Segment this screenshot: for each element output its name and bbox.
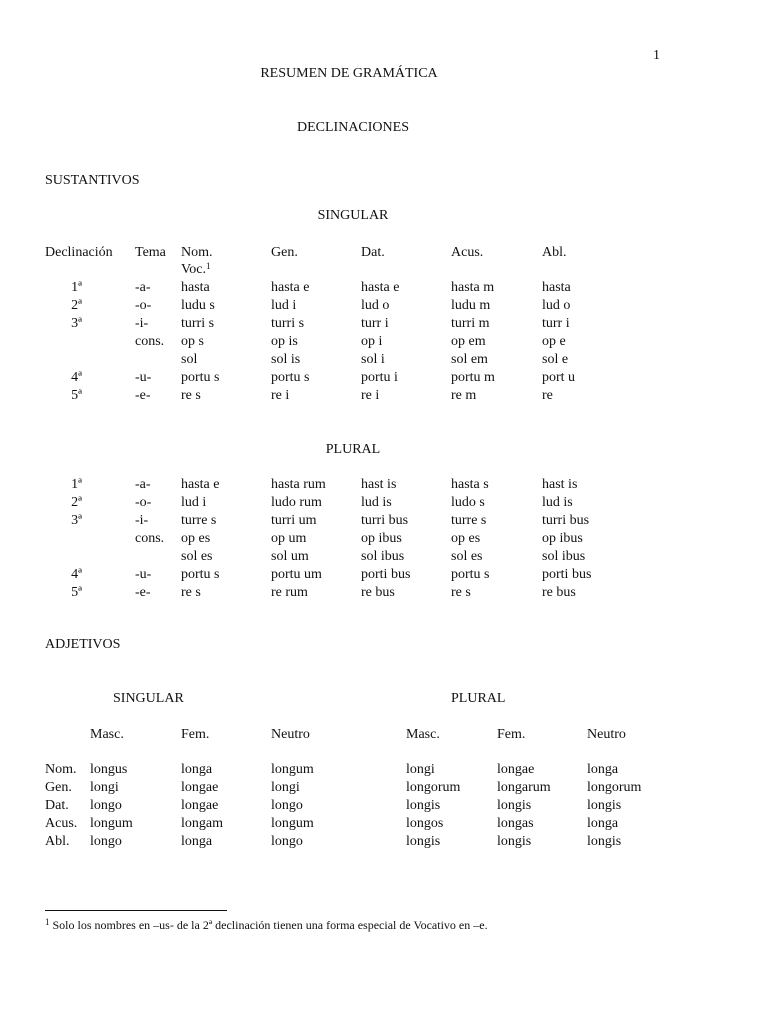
pl-ablative-cell: re bus (542, 585, 576, 600)
sg-nominative-cell: portu s (181, 370, 220, 385)
pl-ablative-cell: lud is (542, 495, 573, 510)
pl-declension-cell: 2ª (71, 495, 82, 510)
adj-case-label: Dat. (45, 798, 69, 813)
footnote-marker: 1 (45, 917, 50, 927)
sg-stem-cell: -a- (135, 280, 151, 295)
adj-sg-cell: longo (271, 834, 303, 849)
pl-accusative-cell: turre s (451, 513, 487, 528)
footnote-ref: 1 (206, 261, 211, 271)
sg-ablative-cell: lud o (542, 298, 571, 313)
singular-heading: SINGULAR (317, 208, 389, 223)
pl-nominative-cell: op es (181, 531, 211, 546)
footnote-rule (45, 910, 227, 911)
adj-pl-cell: longarum (497, 780, 551, 795)
sg-nominative-cell: turri s (181, 316, 215, 331)
pl-nominative-cell: lud i (181, 495, 207, 510)
sg-stem-cell: -i- (135, 316, 149, 331)
sg-genitive-cell: turri s (271, 316, 305, 331)
pl-nominative-cell: sol es (181, 549, 213, 564)
adj-pl-cell: longis (406, 798, 441, 813)
pl-accusative-cell: sol es (451, 549, 483, 564)
adj-sg-cell: longam (181, 816, 223, 831)
pl-stem-cell: -i- (135, 513, 149, 528)
sg-ablative-cell: sol e (542, 352, 569, 367)
sg-dative-cell: op i (361, 334, 383, 349)
adj-case-label: Gen. (45, 780, 72, 795)
pl-genitive-cell: re rum (271, 585, 308, 600)
header-accusative: Acus. (451, 245, 484, 260)
adj-sg-cell: longae (181, 798, 219, 813)
adj-pl-cell: longae (497, 762, 535, 777)
pl-dative-cell: sol ibus (361, 549, 405, 564)
pl-accusative-cell: hasta s (451, 477, 489, 492)
header-declension: Declinación (45, 245, 113, 260)
adj-plural-heading: PLURAL (451, 691, 506, 706)
pl-dative-cell: turri bus (361, 513, 409, 528)
sg-nominative-cell: ludu s (181, 298, 215, 313)
adj-sg-cell: longi (90, 780, 119, 795)
page-subtitle: DECLINACIONES (297, 120, 409, 135)
pl-stem-cell: -o- (135, 495, 152, 510)
adj-pl-cell: longa (587, 816, 619, 831)
adj-singular-heading: SINGULAR (113, 691, 184, 706)
sg-ablative-cell: hasta (542, 280, 571, 295)
sg-ablative-cell: port u (542, 370, 576, 385)
pl-ablative-cell: op ibus (542, 531, 583, 546)
sg-accusative-cell: ludu m (451, 298, 491, 313)
header-dative: Dat. (361, 245, 385, 260)
sg-dative-cell: sol i (361, 352, 385, 367)
sg-stem-cell: cons. (135, 334, 165, 349)
adj-sg-gender-header: Masc. (90, 727, 124, 742)
sg-nominative-cell: op s (181, 334, 204, 349)
sg-declension-cell: 4ª (71, 370, 82, 385)
pl-accusative-cell: portu s (451, 567, 490, 582)
pl-nominative-cell: portu s (181, 567, 220, 582)
footnote (45, 917, 488, 934)
adj-sg-gender-header: Fem. (181, 727, 210, 742)
adj-pl-cell: longis (587, 798, 622, 813)
pl-accusative-cell: op es (451, 531, 481, 546)
pl-stem-cell: -a- (135, 477, 151, 492)
pl-nominative-cell: turre s (181, 513, 217, 528)
adj-pl-gender-header: Fem. (497, 727, 526, 742)
pl-genitive-cell: turri um (271, 513, 317, 528)
adj-sg-cell: longi (271, 780, 300, 795)
footnote-text: Solo los nombres en –us- de la 2ª declinación tienen una forma especial de Vocativo en –e. (52, 918, 488, 932)
adj-pl-gender-header: Neutro (587, 727, 626, 742)
pl-accusative-cell: ludo s (451, 495, 485, 510)
page-number: 1 (653, 48, 660, 63)
header-stem: Tema (135, 245, 166, 260)
sg-ablative-cell: re (542, 388, 553, 403)
sg-genitive-cell: sol is (271, 352, 301, 367)
sg-genitive-cell: hasta e (271, 280, 310, 295)
adj-sg-cell: longum (90, 816, 133, 831)
pl-dative-cell: hast is (361, 477, 397, 492)
sg-accusative-cell: portu m (451, 370, 495, 385)
adj-pl-cell: longas (497, 816, 534, 831)
sg-dative-cell: portu i (361, 370, 398, 385)
sg-stem-cell: -u- (135, 370, 152, 385)
sg-declension-cell: 1ª (71, 280, 82, 295)
adj-case-label: Nom. (45, 762, 77, 777)
pl-genitive-cell: portu um (271, 567, 322, 582)
adj-sg-cell: longum (271, 816, 314, 831)
sg-genitive-cell: op is (271, 334, 298, 349)
sg-genitive-cell: lud i (271, 298, 297, 313)
sg-declension-cell: 2ª (71, 298, 82, 313)
adj-pl-gender-header: Masc. (406, 727, 440, 742)
pl-genitive-cell: op um (271, 531, 307, 546)
nouns-heading: SUSTANTIVOS (45, 173, 140, 188)
adj-case-label: Abl. (45, 834, 70, 849)
page-title: RESUMEN DE GRAMÁTICA (260, 66, 438, 81)
pl-genitive-cell: hasta rum (271, 477, 326, 492)
sg-nominative-cell: sol (181, 352, 198, 367)
pl-ablative-cell: turri bus (542, 513, 590, 528)
header-genitive: Gen. (271, 245, 298, 260)
pl-dative-cell: porti bus (361, 567, 411, 582)
pl-dative-cell: lud is (361, 495, 392, 510)
pl-stem-cell: cons. (135, 531, 165, 546)
pl-dative-cell: re bus (361, 585, 395, 600)
pl-accusative-cell: re s (451, 585, 471, 600)
adj-sg-cell: longa (181, 834, 213, 849)
sg-dative-cell: turr i (361, 316, 389, 331)
adj-sg-cell: longus (90, 762, 128, 777)
adj-sg-cell: longae (181, 780, 219, 795)
pl-declension-cell: 3ª (71, 513, 82, 528)
sg-genitive-cell: re i (271, 388, 290, 403)
adj-case-label: Acus. (45, 816, 78, 831)
sg-accusative-cell: hasta m (451, 280, 495, 295)
adjectives-heading: ADJETIVOS (45, 637, 121, 652)
pl-nominative-cell: re s (181, 585, 201, 600)
sg-ablative-cell: turr i (542, 316, 570, 331)
pl-ablative-cell: porti bus (542, 567, 592, 582)
adj-pl-cell: longis (587, 834, 622, 849)
adj-sg-cell: longo (90, 798, 122, 813)
adj-pl-cell: longi (406, 762, 435, 777)
adj-pl-cell: longos (406, 816, 444, 831)
sg-genitive-cell: portu s (271, 370, 310, 385)
pl-dative-cell: op ibus (361, 531, 402, 546)
pl-declension-cell: 4ª (71, 567, 82, 582)
adj-pl-cell: longis (497, 798, 532, 813)
header-vocative-label: Voc. (181, 262, 207, 277)
header-vocative (181, 261, 211, 278)
sg-stem-cell: -e- (135, 388, 151, 403)
adj-sg-cell: longa (181, 762, 213, 777)
sg-declension-cell: 3ª (71, 316, 82, 331)
adj-pl-cell: longorum (587, 780, 642, 795)
pl-nominative-cell: hasta e (181, 477, 220, 492)
sg-dative-cell: re i (361, 388, 380, 403)
adj-pl-cell: longis (497, 834, 532, 849)
pl-ablative-cell: sol ibus (542, 549, 586, 564)
adj-sg-cell: longum (271, 762, 314, 777)
plural-heading: PLURAL (325, 442, 381, 457)
sg-accusative-cell: turri m (451, 316, 490, 331)
pl-declension-cell: 1ª (71, 477, 82, 492)
sg-dative-cell: lud o (361, 298, 390, 313)
sg-dative-cell: hasta e (361, 280, 400, 295)
pl-stem-cell: -e- (135, 585, 151, 600)
sg-accusative-cell: re m (451, 388, 477, 403)
adj-pl-cell: longorum (406, 780, 461, 795)
header-nominative: Nom. (181, 245, 213, 260)
sg-stem-cell: -o- (135, 298, 152, 313)
adj-sg-cell: longo (271, 798, 303, 813)
sg-nominative-cell: hasta (181, 280, 210, 295)
adj-pl-cell: longa (587, 762, 619, 777)
pl-stem-cell: -u- (135, 567, 152, 582)
pl-genitive-cell: sol um (271, 549, 309, 564)
pl-declension-cell: 5ª (71, 585, 82, 600)
sg-accusative-cell: op em (451, 334, 486, 349)
sg-accusative-cell: sol em (451, 352, 488, 367)
pl-ablative-cell: hast is (542, 477, 578, 492)
adj-sg-cell: longo (90, 834, 122, 849)
adj-sg-gender-header: Neutro (271, 727, 310, 742)
header-ablative: Abl. (542, 245, 567, 260)
sg-nominative-cell: re s (181, 388, 201, 403)
adj-pl-cell: longis (406, 834, 441, 849)
sg-ablative-cell: op e (542, 334, 566, 349)
sg-declension-cell: 5ª (71, 388, 82, 403)
pl-genitive-cell: ludo rum (271, 495, 322, 510)
